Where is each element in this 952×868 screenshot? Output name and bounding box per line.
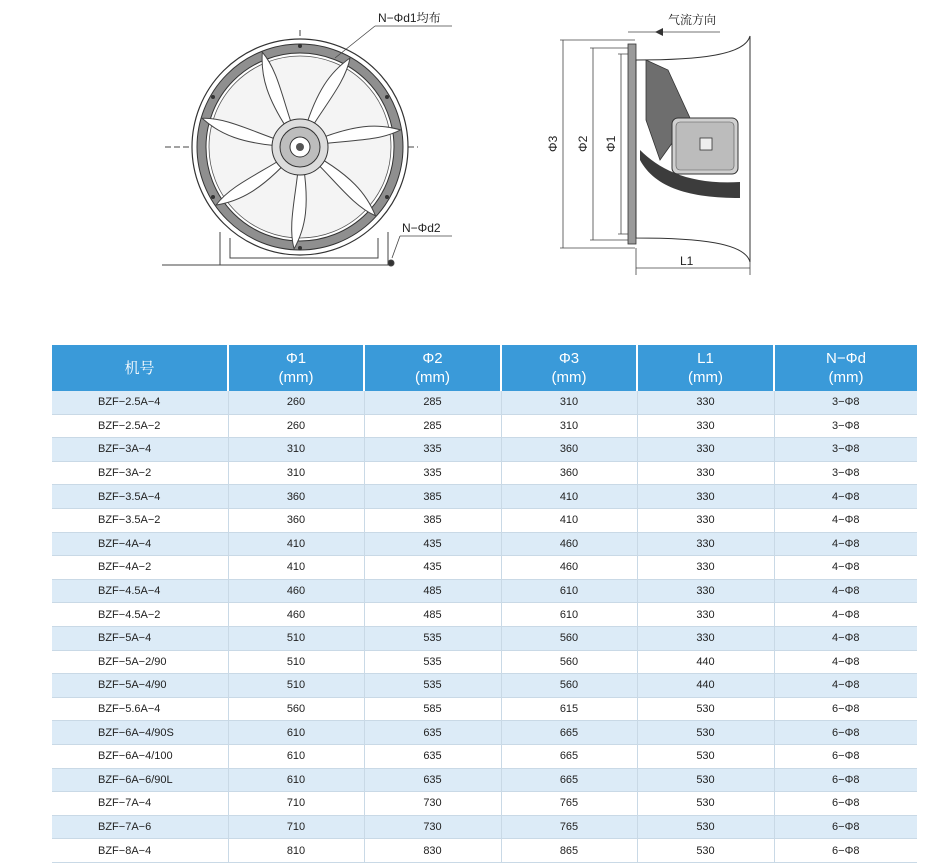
table-cell: 730 [364,792,501,816]
column-header-title: Φ2 [422,350,443,367]
table-cell: 485 [364,603,501,627]
table-cell: 330 [637,461,774,485]
holes-top-label: N−Φd1均布 [378,11,441,25]
table-cell: 530 [637,792,774,816]
table-cell: BZF−4.5A−2 [52,603,228,627]
table-cell: 6−Φ8 [774,768,917,792]
table-cell: 6−Φ8 [774,697,917,721]
airflow-label: 气流方向 [668,13,717,27]
table-cell: 335 [364,438,501,462]
table-cell: 310 [501,414,637,438]
table-cell: 410 [501,508,637,532]
table-cell: 4−Φ8 [774,674,917,698]
table-cell: 410 [228,532,364,556]
table-cell: 440 [637,674,774,698]
table-cell: 615 [501,697,637,721]
table-cell: 530 [637,721,774,745]
table-cell: 3−Φ8 [774,438,917,462]
table-cell: 560 [501,650,637,674]
table-row [52,508,917,532]
column-header-unit: (mm) [828,369,864,386]
table-cell: 6−Φ8 [774,839,917,863]
table-body [52,391,917,862]
column-header-unit: (mm) [551,369,587,386]
table-row [52,556,917,580]
column-header [364,345,501,391]
table-cell: BZF−6A−4/100 [52,744,228,768]
table-row [52,674,917,698]
table-cell: 560 [501,626,637,650]
table-cell: 6−Φ8 [774,792,917,816]
table-cell: 460 [228,579,364,603]
table-cell: 435 [364,556,501,580]
table-row [52,579,917,603]
table-cell: 4−Φ8 [774,485,917,509]
table-row [52,414,917,438]
table-cell: 330 [637,603,774,627]
table-cell: 535 [364,674,501,698]
table-cell: 3−Φ8 [774,414,917,438]
table-cell: 610 [228,721,364,745]
table-cell: 610 [228,768,364,792]
table-cell: BZF−4A−2 [52,556,228,580]
table-cell: BZF−7A−4 [52,792,228,816]
table-cell: 635 [364,744,501,768]
d2-label: Φ2 [576,135,590,152]
column-header-unit: (mm) [688,369,723,386]
table-cell: 6−Φ8 [774,744,917,768]
table-cell: 710 [228,792,364,816]
table-cell: 4−Φ8 [774,650,917,674]
table-cell: 260 [228,414,364,438]
table-cell: 360 [228,485,364,509]
table-cell: 810 [228,839,364,863]
table-cell: 535 [364,626,501,650]
table-cell: 330 [637,414,774,438]
table-cell: BZF−8A−4 [52,839,228,863]
table-cell: BZF−3.5A−4 [52,485,228,509]
table-row [52,744,917,768]
table-cell: BZF−5A−4 [52,626,228,650]
table-cell: 285 [364,414,501,438]
table-cell: 385 [364,508,501,532]
table-cell: 635 [364,768,501,792]
column-header-unit: (mm) [415,369,450,386]
table-cell: 360 [501,461,637,485]
table-cell: 560 [228,697,364,721]
table-cell: 4−Φ8 [774,556,917,580]
table-row [52,815,917,839]
table-cell: 535 [364,650,501,674]
table-cell: 710 [228,815,364,839]
table-cell: 665 [501,768,637,792]
table-cell: 4−Φ8 [774,603,917,627]
table-cell: 530 [637,744,774,768]
table-cell: 610 [501,579,637,603]
table-cell: 765 [501,815,637,839]
table-cell: 285 [364,391,501,414]
front-view [162,10,452,266]
table-cell: 510 [228,626,364,650]
table-cell: 665 [501,721,637,745]
table-cell: 310 [228,438,364,462]
table-row [52,650,917,674]
table-row [52,626,917,650]
table-cell: 310 [228,461,364,485]
table-cell: 330 [637,485,774,509]
column-header-title: Φ1 [285,350,307,367]
table-cell: 6−Φ8 [774,815,917,839]
table-cell: BZF−5A−4/90 [52,674,228,698]
table-cell: 330 [637,556,774,580]
table-cell: 610 [501,603,637,627]
table-cell: 410 [501,485,637,509]
side-view [546,12,750,275]
table-cell: 830 [364,839,501,863]
table-cell: 510 [228,650,364,674]
table-cell: 4−Φ8 [774,579,917,603]
table-cell: BZF−4.5A−4 [52,579,228,603]
table-cell: 560 [501,674,637,698]
table-cell: 3−Φ8 [774,461,917,485]
table-cell: 385 [364,485,501,509]
table-cell: 510 [228,674,364,698]
table-cell: BZF−3A−4 [52,438,228,462]
table-cell: BZF−6A−4/90S [52,721,228,745]
table-cell: 730 [364,815,501,839]
table-row [52,768,917,792]
column-header [228,345,364,391]
table-row [52,603,917,627]
table-row [52,485,917,509]
table-header-row [52,345,917,391]
table-cell: 530 [637,815,774,839]
table-cell: BZF−2.5A−2 [52,414,228,438]
table-cell: 330 [637,579,774,603]
table-cell: 460 [228,603,364,627]
column-header-title: L1 [697,350,714,367]
column-header-title: 机号 [124,359,155,377]
table-row [52,391,917,414]
table-cell: 260 [228,391,364,414]
table-cell: 765 [501,792,637,816]
table-cell: 665 [501,744,637,768]
table-cell: 410 [228,556,364,580]
table-cell: 330 [637,438,774,462]
table-cell: BZF−5A−2/90 [52,650,228,674]
table-cell: 635 [364,721,501,745]
table-cell: 6−Φ8 [774,721,917,745]
table-cell: 435 [364,532,501,556]
table-cell: 585 [364,697,501,721]
table-cell: BZF−3A−2 [52,461,228,485]
table-cell: 4−Φ8 [774,532,917,556]
table-row [52,532,917,556]
table-cell: 3−Φ8 [774,391,917,414]
table-cell: BZF−5.6A−4 [52,697,228,721]
column-header-unit: (mm) [278,369,314,386]
table-cell: 330 [637,626,774,650]
d3-label: Φ3 [546,135,560,152]
fan-technical-drawing [0,0,952,300]
table-cell: 610 [228,744,364,768]
table-cell: BZF−7A−6 [52,815,228,839]
table-cell: 330 [637,391,774,414]
table-cell: 335 [364,461,501,485]
column-header [637,345,774,391]
table-cell: 360 [228,508,364,532]
table-cell: BZF−4A−4 [52,532,228,556]
table-cell: 530 [637,697,774,721]
table-cell: 485 [364,579,501,603]
column-header [52,345,228,391]
table-cell: BZF−2.5A−4 [52,391,228,414]
table-row [52,697,917,721]
table-cell: 460 [501,532,637,556]
column-header [774,345,917,391]
l1-label: L1 [680,254,694,268]
table-row [52,839,917,863]
column-header-title: N−Φd [826,350,866,367]
column-header-title: Φ3 [558,350,580,367]
table-cell: 360 [501,438,637,462]
table-cell: 530 [637,839,774,863]
holes-bottom-label: N−Φd2 [402,221,441,235]
table-cell: 460 [501,556,637,580]
table-cell: 330 [637,508,774,532]
table-cell: BZF−3.5A−2 [52,508,228,532]
table-cell: 310 [501,391,637,414]
spec-table [52,345,917,863]
table-cell: 4−Φ8 [774,626,917,650]
table-cell: 440 [637,650,774,674]
column-header [501,345,637,391]
table-cell: 530 [637,768,774,792]
airflow-arrow-icon [655,28,663,36]
table-row [52,721,917,745]
table-cell: 4−Φ8 [774,508,917,532]
table-row [52,792,917,816]
table-cell: BZF−6A−6/90L [52,768,228,792]
d1-label: Φ1 [604,135,618,152]
table-row [52,438,917,462]
table-cell: 865 [501,839,637,863]
table-row [52,461,917,485]
table-cell: 330 [637,532,774,556]
